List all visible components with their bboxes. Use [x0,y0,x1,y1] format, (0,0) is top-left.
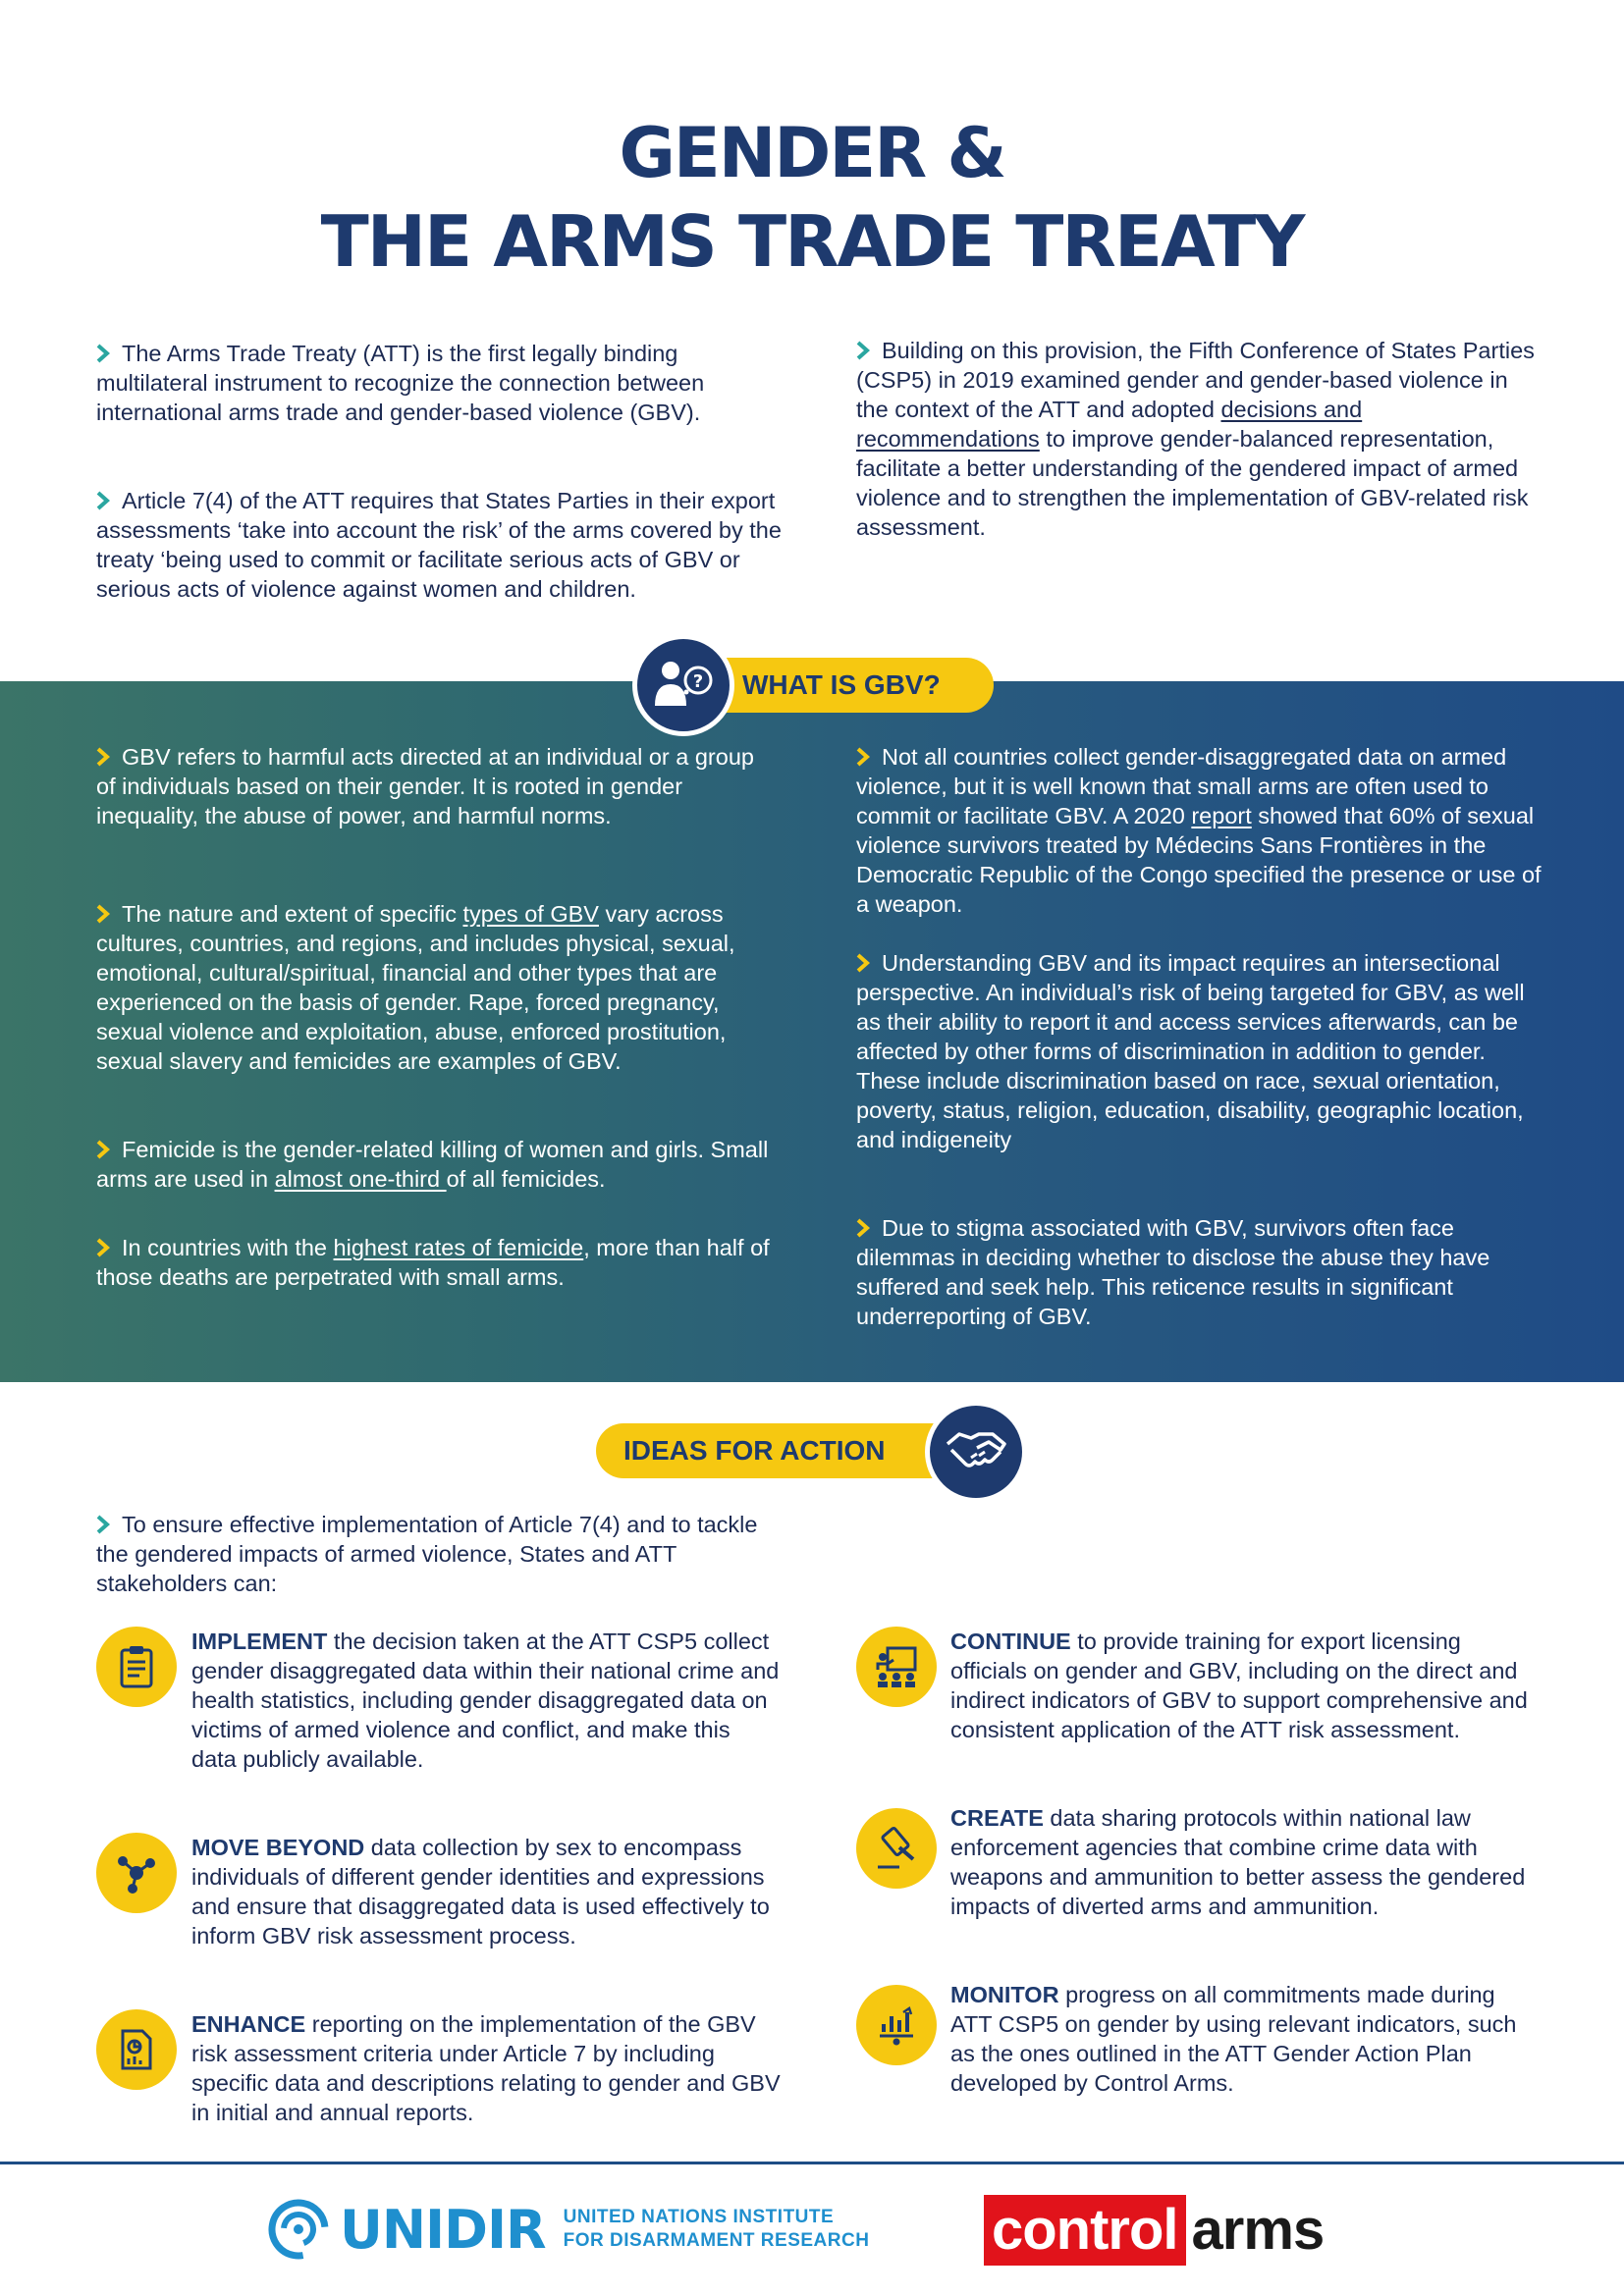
action-move-beyond: MOVE BEYOND data collection by sex to encompass individuals of different gender identities and expressions and ensure that disaggregated data is used effectively to inform GBV risk assessment process. [191,1835,770,1949]
almost-one-third-link[interactable]: almost one-third [274,1166,447,1192]
action-create: CREATE data sharing protocols within national law enforcement agencies that combine crime data with weapons and ammunition to better assess the gendered impacts of diverted arms and ammunition. [950,1805,1526,1919]
unidir-full-name: UNITED NATIONS INSTITUTE FOR DISARMAMENT RESEARCH [563,2207,870,2251]
chevron-right-icon [856,341,870,360]
chevron-right-icon [856,747,870,767]
control-arms-word-2: arms [1191,2198,1325,2262]
person-question-icon [632,634,734,736]
gbv-paragraph-5: Not all countries collect gender-disaggregated data on armed violence, but it is well known that small arms are often used to commit or facilitate GBV. A 2020 report showed that 60% of sexual violence survivors treated by Médecins Sans Frontières in the Democratic Republic of the Congo specified the presence or use of a weapon. [856,744,1542,917]
chevron-right-icon [96,904,110,924]
chevron-right-icon [96,344,110,363]
gbv-paragraph-7: Due to stigma associated with GBV, survivors often face dilemmas in deciding whether to disclose the abuse they have suffered and seek help. This reticence results in significant underreporting of GBV. [856,1215,1490,1329]
handshake-icon [925,1401,1027,1503]
unidir-emblem-icon [267,2198,330,2261]
page-title [0,110,1624,287]
monitor-chart-icon [856,1985,937,2065]
report-chart-icon [96,2009,177,2090]
intro-paragraph-1: The Arms Trade Treaty (ATT) is the first legally binding multilateral instrument to recognize the connection between international arms trade and gender-based violence (GBV). [96,341,705,425]
control-arms-logo [984,2195,1329,2266]
clipboard-icon [96,1627,177,1707]
unidir-logo [267,2195,869,2264]
action-continue: CONTINUE to provide training for export licensing officials on gender and GBV, including on the direct and indirect indicators of GBV to support comprehensive and consistent application of the ATT risk assessment. [950,1629,1528,1742]
ideas-heading: IDEAS FOR ACTION [596,1423,959,1478]
gbv-paragraph-6: Understanding GBV and its impact requires an intersectional perspective. An individual’s risk of being targeted for GBV, as well as their ability to report it and access services afterwards, can be affected by other forms of discrimination in addition to gender. These include discrimination based on race, sexual orientation, poverty, status, religion, education, disability, geographic location, and indigeneity [856,950,1525,1152]
title-line-1: GENDER & [619,113,1005,193]
training-icon [856,1627,937,1707]
chevron-right-icon [96,1515,110,1534]
types-of-gbv-link[interactable]: types of GBV [462,901,599,927]
gavel-icon [856,1808,937,1889]
chevron-right-icon [96,747,110,767]
report-link[interactable]: report [1191,803,1252,828]
action-implement: IMPLEMENT the decision taken at the ATT CSP5 collect gender disaggregated data within their national crime and health statistics, including gender disaggregated data on victims of armed violence and conflict, and make this data publicly available. [191,1629,780,1772]
control-arms-word-1: control [984,2195,1186,2266]
gbv-paragraph-4: In countries with the highest rates of femicide, more than half of those deaths are perpetrated with small arms. [96,1235,770,1290]
decisions-link[interactable]: decisions and recommendations [856,397,1363,452]
intro-paragraph-3: Building on this provision, the Fifth Conference of States Parties (CSP5) in 2019 examined gender and gender-based violence in the context of the ATT and adopted decisions and recommendations to improve gender-balanced representation, facilitate a better understanding of the gendered impact of armed violence and to strengthen the implementation of GBV-related risk assessment. [856,338,1535,540]
unidir-wordmark: UNIDIR [340,2198,546,2261]
action-enhance: ENHANCE reporting on the implementation of the GBV risk assessment criteria under Article 7 by including specific data and descriptions relating to gender and GBV in initial and annual reports. [191,2011,781,2125]
gbv-heading: WHAT IS GBV? [681,658,994,713]
action-monitor: MONITOR progress on all commitments made during ATT CSP5 on gender by using relevant indicators, such as the ones outlined in the ATT Gender Action Plan developed by Control Arms. [950,1982,1517,2096]
highest-rates-link[interactable]: highest rates of femicide [333,1235,584,1260]
chevron-right-icon [96,1238,110,1257]
title-line-2: THE ARMS TRADE TREATY [320,200,1304,283]
network-icon [96,1833,177,1913]
chevron-right-icon [856,1218,870,1238]
gbv-paragraph-2: The nature and extent of specific types of GBV vary across cultures, countries, and regions, and includes physical, sexual, emotional, cultural/spiritual, financial and other types that are experienced on the basis of gender. Rape, forced pregnancy, sexual violence and exploitation, abuse, enforced prostitution, sexual slavery and femicides are examples of GBV. [96,901,735,1074]
gbv-section [0,681,1624,1382]
gbv-paragraph-3: Femicide is the gender-related killing of women and girls. Small arms are used in almost one-third of all femicides. [96,1137,769,1192]
ideas-intro: To ensure effective implementation of Article 7(4) and to tackle the gendered impacts of armed violence, States and ATT stakeholders can: [96,1512,758,1596]
chevron-right-icon [96,1140,110,1159]
chevron-right-icon [856,953,870,973]
gbv-paragraph-1: GBV refers to harmful acts directed at an individual or a group of individuals based on their gender. It is rooted in gender inequality, the abuse of power, and harmful norms. [96,744,754,828]
footer-divider [0,2162,1624,2164]
chevron-right-icon [96,491,110,510]
svg-text:?: ? [692,671,704,692]
intro-paragraph-2: Article 7(4) of the ATT requires that States Parties in their export assessments ‘take into account the risk’ of the arms covered by the treaty ‘being used to commit or facilitate serious acts of GBV or serious acts of violence against women and children. [96,488,782,602]
